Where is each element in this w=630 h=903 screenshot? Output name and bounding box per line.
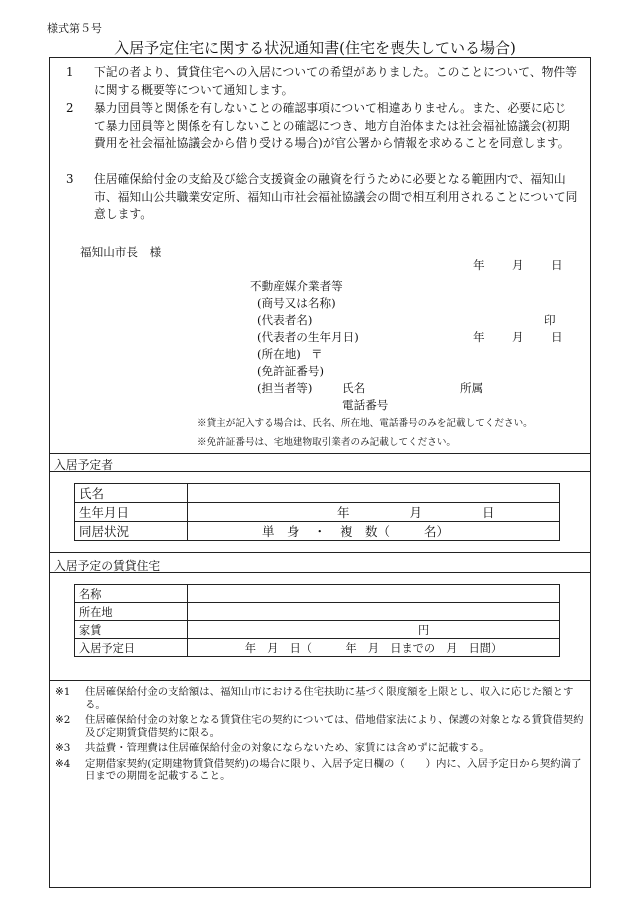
agent-rep-birth: (代表者の生年月日) [257, 330, 359, 344]
footnote-mark: ※3 [55, 742, 71, 754]
footnote-mark: ※2 [55, 714, 71, 726]
agent-heading: 不動産媒介業者等 [250, 279, 343, 293]
footnote-1 [55, 686, 589, 711]
date-month: 月 [512, 258, 524, 272]
household-label: 同居状況 [75, 522, 188, 541]
declaration-number: 3 [66, 172, 74, 186]
note-license: ※免許証番号は、宅地建物取引業者のみ記載してください。 [197, 437, 457, 448]
resident-table [74, 483, 560, 541]
birth-year: 年 [337, 505, 350, 520]
rent-unit: 円 [418, 623, 430, 637]
household-multiple[interactable]: 複 数（ [340, 524, 391, 539]
table-row [75, 503, 560, 522]
resident-birth-field[interactable] [188, 503, 560, 522]
page-title: 入居予定住宅に関する状況通知書(住宅を喪失している場合) [114, 39, 516, 57]
form-frame [49, 57, 591, 888]
rep-birth-month: 月 [512, 330, 524, 344]
move-in-label: 入居予定日 [75, 639, 188, 657]
housing-name-label: 名称 [75, 585, 188, 603]
declaration-number: 2 [66, 101, 74, 115]
form-number: 様式第５号 [47, 22, 102, 35]
table-row [75, 621, 560, 639]
postal-mark: 〒 [311, 347, 323, 361]
agent-license-no: (免許証番号) [257, 364, 325, 378]
housing-table [74, 584, 560, 657]
date-year: 年 [473, 258, 485, 272]
housing-name-field[interactable] [188, 585, 560, 603]
footnote-4 [55, 758, 589, 783]
declaration-item-1 [66, 64, 578, 99]
table-row [75, 585, 560, 603]
date-day: 日 [551, 258, 563, 272]
household-field[interactable] [188, 522, 560, 541]
declaration-item-2 [66, 100, 578, 153]
birth-day: 日 [482, 505, 495, 520]
table-row [75, 639, 560, 657]
rent-label: 家賃 [75, 621, 188, 639]
contact-affiliation: 所属 [460, 381, 484, 395]
declaration-item-3 [66, 171, 578, 224]
declaration-text: 暴力団員等と関係を有しないことの確認事項について相違ありません。また、必要に応じて暴力団員等と関係を有しないことの確認につき、地方自治体または社会福祉協議会(初期費用を社会福祉協議会から借り受ける場合)が官公署から情報を求めることを同意します。 [94, 101, 570, 150]
footnote-2 [55, 714, 589, 739]
rent-field[interactable] [188, 621, 560, 639]
household-count-unit: 名） [424, 524, 450, 539]
household-single[interactable]: 単 身 [262, 524, 300, 539]
agent-contact-person: (担当者等) [257, 381, 313, 395]
housing-location-field[interactable] [188, 603, 560, 621]
agent-address: (所在地) [257, 347, 301, 361]
resident-birth-label: 生年月日 [75, 503, 188, 522]
footnote-text: 住居確保給付金の対象となる賃貸住宅の契約については、借地借家法により、保護の対象となる賃貸借契約及び定期賃貸借契約に限る。 [85, 714, 584, 739]
resident-section-heading: 入居予定者 [54, 458, 113, 472]
footnote-text: 定期借家契約(定期建物賃貸借契約)の場合に限り、入居予定日欄の（ ）内に、入居予定日から契約満了日までの期間を記載すること。 [85, 757, 582, 782]
resident-name-field[interactable] [188, 484, 560, 503]
section-divider [50, 572, 590, 573]
section-divider [50, 680, 590, 681]
addressee: 福知山市長 様 [80, 245, 162, 259]
housing-location-label: 所在地 [75, 603, 188, 621]
footnote-3 [55, 742, 589, 755]
table-row [75, 484, 560, 503]
note-lessor: ※貸主が記入する場合は、氏名、所在地、電話番号のみを記載してください。 [197, 418, 533, 429]
footnote-mark: ※1 [55, 686, 71, 698]
household-dot: ・ [313, 524, 327, 539]
declaration-number: 1 [66, 65, 74, 79]
contact-phone: 電話番号 [342, 398, 389, 412]
footnotes [55, 686, 589, 786]
agent-trade-name: (商号又は名称) [257, 296, 336, 310]
seal-mark: 印 [544, 313, 556, 327]
footnote-text: 共益費・管理費は住居確保給付金の対象にならないため、家賃には含めずに記載する。 [85, 742, 490, 754]
declaration-text: 住居確保給付金の支給及び総合支援資金の融資を行うために必要となる範囲内で、福知山市、福知山公共職業安定所、福知山市社会福祉協議会の間で相互利用されることについて同意します。 [94, 172, 578, 221]
declaration-text: 下記の者より、賃貸住宅への入居についての希望がありました。このことについて、物件等に関する概要等について通知します。 [94, 65, 577, 97]
move-in-field[interactable]: 年 月 日（ 年 月 日までの 月 日間） [188, 639, 560, 657]
rep-birth-year: 年 [473, 330, 485, 344]
footnote-text: 住居確保給付金の支給額は、福知山市における住宅扶助に基づく限度額を上限とし、収入に応じた額とする。 [85, 686, 574, 711]
birth-month: 月 [409, 505, 423, 520]
agent-representative: (代表者名) [257, 313, 313, 327]
table-row [75, 522, 560, 541]
rep-birth-day: 日 [551, 330, 563, 344]
contact-name: 氏名 [342, 381, 366, 395]
footnote-mark: ※4 [55, 757, 71, 770]
section-divider [50, 471, 590, 472]
table-row [75, 603, 560, 621]
section-divider [50, 552, 590, 553]
declaration-block [50, 58, 590, 454]
housing-section-heading: 入居予定の賃貸住宅 [54, 559, 161, 573]
resident-name-label: 氏名 [75, 484, 188, 503]
